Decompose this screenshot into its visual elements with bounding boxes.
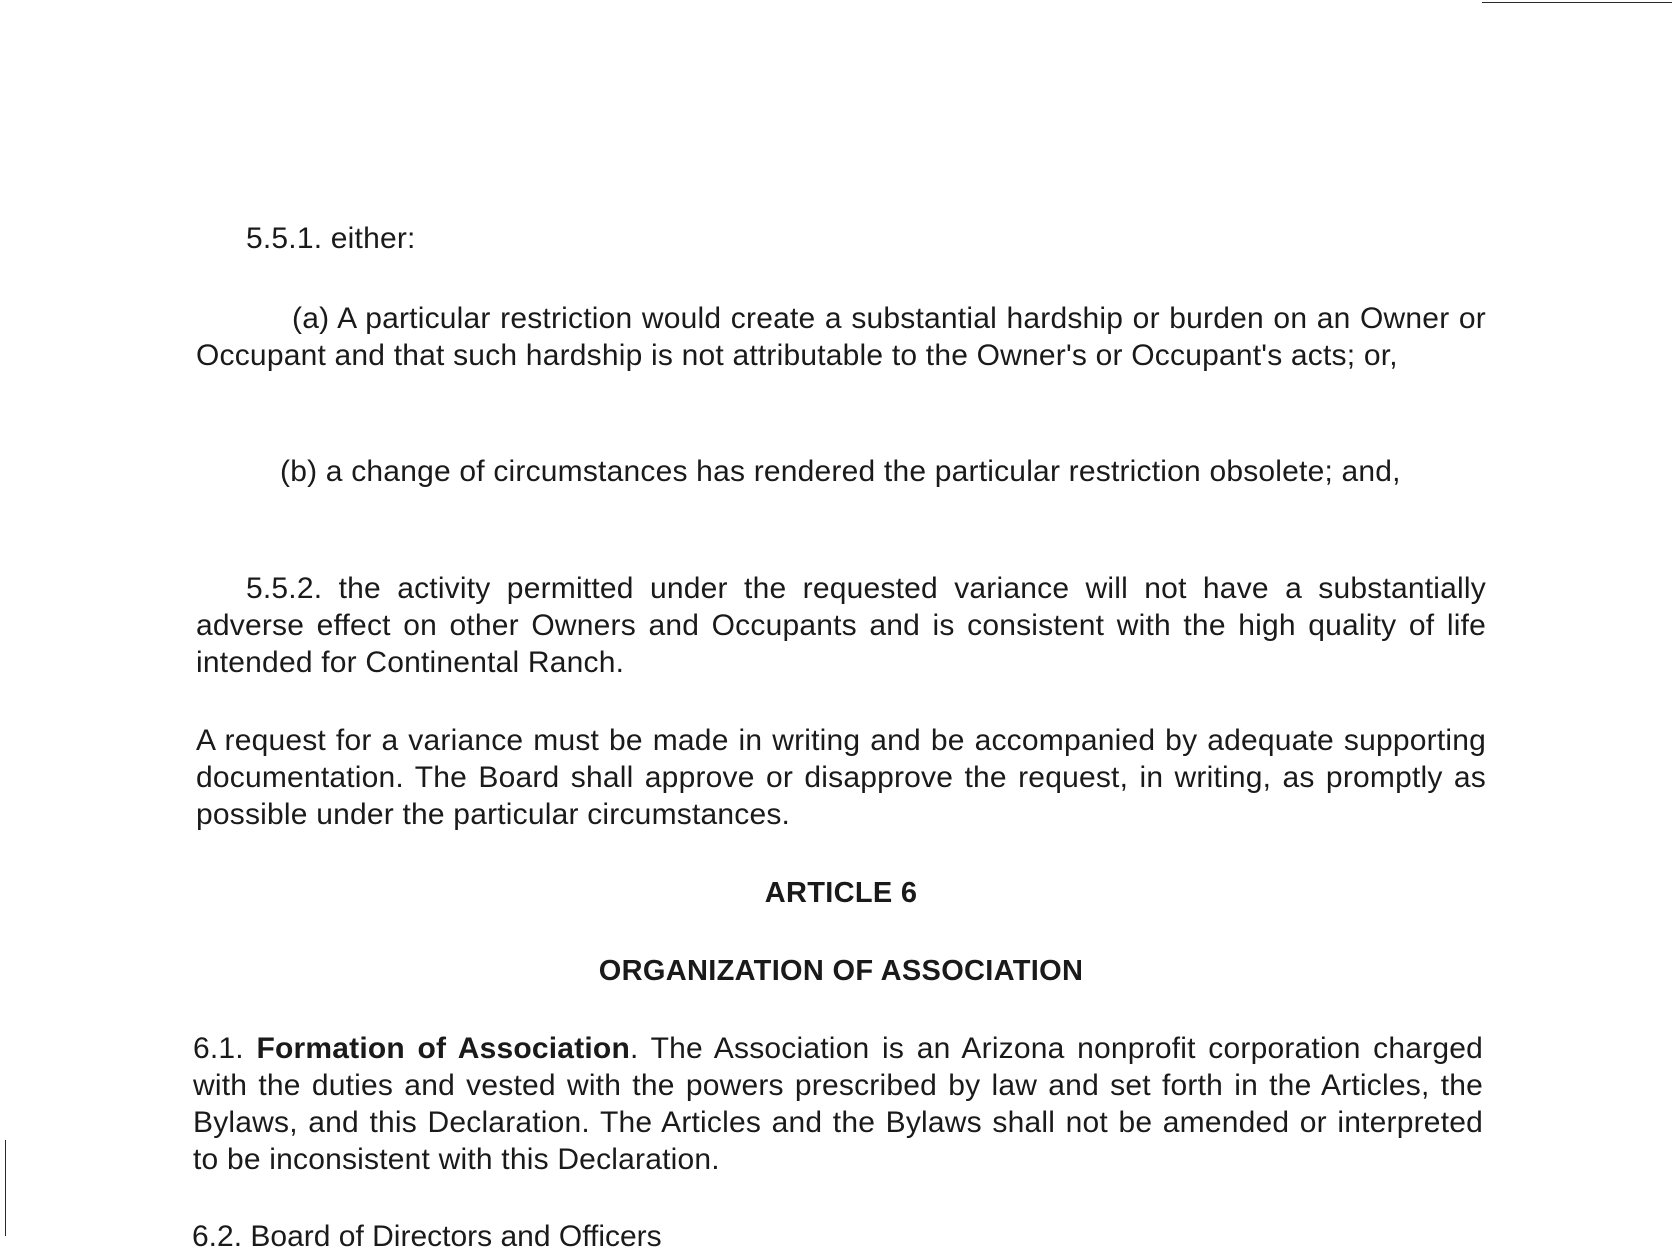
section-6-1-body: . The Association is an Arizona nonprofit corporation charged with the duties and vested with the powers prescribed by law and set forth in the Articles, the Bylaws, and this Declaration. The Articles and the Bylaws shall not be amended or interpreted to be inconsistent with this Declaration. <box>193 1032 1483 1176</box>
section-6-2-heading: Board of Directors and Officers <box>250 1220 662 1253</box>
section-6-2-partial <box>192 1218 662 1253</box>
clause-5-5-1-b: (b) a change of circumstances has rendered the particular restriction obsolete; and, <box>280 455 1401 488</box>
scan-border-left <box>5 1140 6 1236</box>
clause-5-5-1-a: (a) A particular restriction would create a substantial hardship or burden on an Owner or Occupant and that such hardship is not attributable to the Owner's or Occupant's acts; or, <box>196 302 1486 372</box>
clause-5-5-1: 5.5.1. either: <box>246 222 416 255</box>
article-number: ARTICLE 6 <box>764 877 918 909</box>
section-6-1-heading: Formation of Association <box>256 1032 630 1065</box>
scan-border-top <box>1482 2 1672 3</box>
section-6-1-number: 6.1. <box>193 1032 257 1065</box>
section-6-2-number: 6.2. <box>192 1220 251 1253</box>
section-6-1 <box>193 1030 1483 1178</box>
article-title: ORGANIZATION OF ASSOCIATION <box>598 955 1084 987</box>
clause-5-5-2: 5.5.2. the activity permitted under the requested variance will not have a substantially adverse effect on other Owners and Occupants and is consistent with the high quality of life intended for Continental Ranch. <box>196 572 1486 679</box>
variance-request-paragraph: A request for a variance must be made in writing and be accompanied by adequate supporting documentation. The Board shall approve or disapprove the request, in writing, as promptly as possible under the particular circumstances. <box>196 724 1486 831</box>
